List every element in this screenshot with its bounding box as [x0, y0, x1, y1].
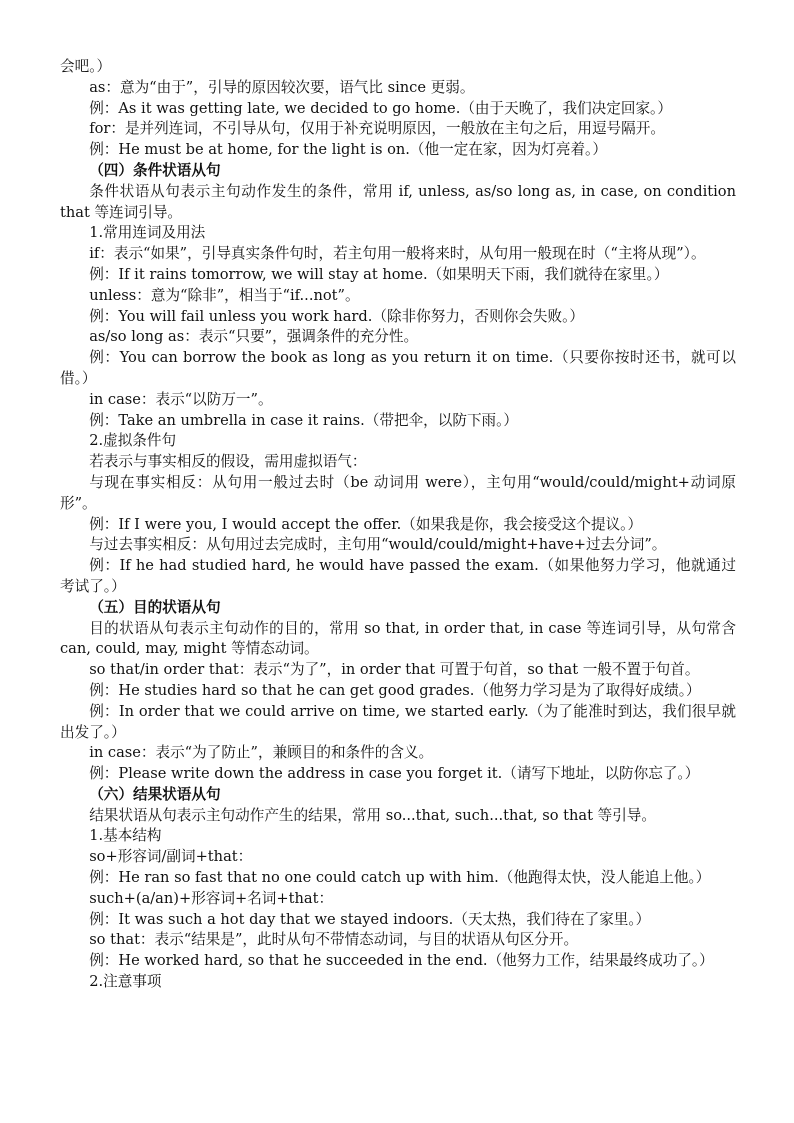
paragraph: 例：You can borrow the book as long as you return it on time.（只要你按时还书，就可以借。） — [60, 349, 736, 387]
paragraph: as/so long as：表示“只要”，强调条件的充分性。 — [89, 328, 419, 346]
paragraph: 与现在事实相反：从句用一般过去时（be 动词用 were），主句用“would/could/might+动词原形”。 — [60, 473, 736, 512]
paragraph: 例：If it rains tomorrow, we will stay at home.（如果明天下雨，我们就待在家里。） — [89, 265, 669, 283]
paragraph: 例：He must be at home, for the light is on.（他一定在家，因为灯亮着。） — [89, 141, 607, 159]
paragraph: 2.注意事项 — [89, 973, 162, 991]
paragraph: for：是并列连词，不引导从句，仅用于补充说明原因，一般放在主句之后，用逗号隔开。 — [89, 120, 665, 138]
section-heading: （五）目的状语从句 — [89, 598, 221, 616]
paragraph: in case：表示“以防万一”。 — [89, 390, 273, 408]
paragraph: 例：If he had studied hard, he would have passed the exam.（如果他努力学习，他就通过考试了。） — [60, 557, 736, 595]
paragraph: 例：You will fail unless you work hard.（除非你努力，否则你会失败。） — [89, 307, 584, 325]
section-heading: （六）结果状语从句 — [89, 785, 221, 803]
paragraph: 若表示与事实相反的假设，需用虚拟语气： — [89, 453, 367, 471]
paragraph: 例：It was such a hot day that we stayed indoors.（天太热，我们待在了家里。） — [89, 910, 651, 928]
paragraph: 例：He ran so fast that no one could catch up with him.（他跑得太快，没人能追上他。） — [89, 869, 711, 887]
paragraph: 目的状语从句表示主句动作的目的，常用 so that, in order that, in case 等连词引导，从句常含 can, could, may, might 等情态动词。 — [60, 619, 736, 658]
paragraph: 例：He studies hard so that he can get good grades.（他努力学习是为了取得好成绩。） — [89, 681, 701, 699]
paragraph: such+(a/an)+形容词+名词+that： — [89, 889, 334, 907]
paragraph: so+形容词/副词+that： — [89, 848, 253, 866]
paragraph: in case：表示“为了防止”，兼顾目的和条件的含义。 — [89, 744, 434, 762]
paragraph: 例：In order that we could arrive on time, we started early.（为了能准时到达，我们很早就出发了。） — [60, 702, 736, 741]
section-heading: （四）条件状语从句 — [89, 161, 221, 179]
paragraph: so that/in order that：表示“为了”，in order that 可置于句首，so that 一般不置于句首。 — [89, 661, 700, 679]
paragraph: 与过去事实相反：从句用过去完成时，主句用“would/could/might+have+过去分词”。 — [89, 536, 667, 554]
document-page — [60, 57, 736, 993]
paragraph: 例：If I were you, I would accept the offer.（如果我是你，我会接受这个提议。） — [89, 515, 643, 533]
paragraph: 1.基本结构 — [89, 827, 162, 845]
paragraph: 会吧。） — [60, 58, 112, 75]
paragraph: 例：Please write down the address in case you forget it.（请写下地址，以防你忘了。） — [89, 765, 700, 783]
paragraph: 例：As it was getting late, we decided to go home.（由于天晚了，我们决定回家。） — [89, 99, 672, 117]
paragraph: 结果状语从句表示主句动作产生的结果，常用 so...that, such...that, so that 等引导。 — [89, 806, 656, 824]
paragraph: 2.虚拟条件句 — [89, 432, 177, 450]
paragraph: as：意为“由于”，引导的原因较次要，语气比 since 更弱。 — [89, 78, 475, 96]
paragraph: if：表示“如果”，引导真实条件句时，若主句用一般将来时，从句用一般现在时（“主将从现”）。 — [89, 245, 706, 263]
paragraph: 例：Take an umbrella in case it rains.（带把伞，以防下雨。） — [89, 411, 519, 429]
paragraph: 条件状语从句表示主句动作发生的条件，常用 if, unless, as/so long as, in case, on condition that 等连词引导。 — [60, 182, 736, 221]
paragraph: 1.常用连词及用法 — [89, 224, 206, 242]
paragraph: unless：意为“除非”，相当于“if...not”。 — [89, 286, 360, 304]
paragraph: so that：表示“结果是”，此时从句不带情态动词，与目的状语从句区分开。 — [89, 931, 579, 949]
paragraph: 例：He worked hard, so that he succeeded in the end.（他努力工作，结果最终成功了。） — [89, 952, 714, 970]
